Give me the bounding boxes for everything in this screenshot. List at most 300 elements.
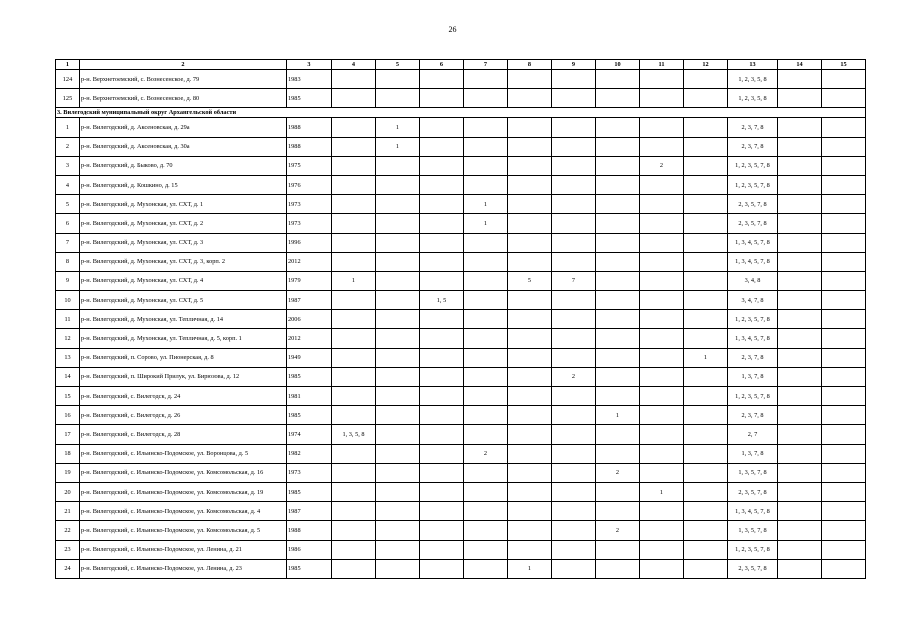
value-cell-6 (420, 233, 464, 252)
value-cell-4 (332, 70, 376, 89)
value-cell-15 (822, 348, 866, 367)
value-cell-7 (464, 175, 508, 194)
value-cell-4 (332, 156, 376, 175)
table-row (56, 540, 866, 559)
column-header-3: 3 (287, 60, 332, 70)
row-number-cell: 6 (56, 214, 80, 233)
value-cell-8 (508, 540, 552, 559)
column-header-9: 9 (552, 60, 596, 70)
year-cell: 1974 (287, 425, 332, 444)
address-cell: р-н. Вилегодский, д. Мухонская, ул. СХТ, д. 3, корп. 2 (80, 252, 287, 271)
table-row (56, 252, 866, 271)
value-cell-5 (376, 521, 420, 540)
value-cell-4: 1 (332, 271, 376, 290)
value-cell-6 (420, 137, 464, 156)
value-cell-10: 2 (596, 521, 640, 540)
value-cell-6 (420, 521, 464, 540)
address-cell: р-н. Вилегодский, д. Мухонская, ул. СХТ, д. 1 (80, 195, 287, 214)
value-cell-8 (508, 329, 552, 348)
value-cell-8 (508, 502, 552, 521)
value-cell-5 (376, 175, 420, 194)
value-cell-8 (508, 348, 552, 367)
year-cell: 2012 (287, 329, 332, 348)
address-cell: р-н. Вилегодский, с. Ильинско-Подомское, ул. Комсомольская, д. 5 (80, 521, 287, 540)
table-body (56, 70, 866, 579)
value-cell-14 (778, 271, 822, 290)
value-cell-11 (640, 271, 684, 290)
column-header-10: 10 (596, 60, 640, 70)
table-row (56, 214, 866, 233)
value-cell-4 (332, 387, 376, 406)
value-cell-9 (552, 252, 596, 271)
value-cell-4 (332, 406, 376, 425)
row-number-cell: 23 (56, 540, 80, 559)
year-cell: 1985 (287, 406, 332, 425)
value-cell-6 (420, 214, 464, 233)
value-cell-11 (640, 233, 684, 252)
value-cell-5 (376, 195, 420, 214)
value-cell-15 (822, 559, 866, 578)
value-cell-7 (464, 406, 508, 425)
value-cell-14 (778, 214, 822, 233)
value-cell-12 (684, 329, 728, 348)
value-cell-14 (778, 444, 822, 463)
column-header-13: 13 (728, 60, 778, 70)
table-row (56, 89, 866, 108)
value-cell-9 (552, 118, 596, 137)
value-cell-7 (464, 367, 508, 386)
value-cell-15 (822, 540, 866, 559)
value-cell-9 (552, 482, 596, 501)
value-cell-12 (684, 406, 728, 425)
value-cell-6 (420, 367, 464, 386)
value-cell-7 (464, 233, 508, 252)
value-cell-5 (376, 444, 420, 463)
table-row (56, 425, 866, 444)
year-cell: 1973 (287, 195, 332, 214)
value-cell-11 (640, 425, 684, 444)
year-cell: 1988 (287, 137, 332, 156)
table-row (56, 559, 866, 578)
column-header-7: 7 (464, 60, 508, 70)
value-cell-5 (376, 540, 420, 559)
value-cell-11 (640, 310, 684, 329)
row-number-cell: 9 (56, 271, 80, 290)
value-cell-10 (596, 540, 640, 559)
table-row (56, 502, 866, 521)
value-cell-9 (552, 406, 596, 425)
value-cell-13: 1, 2, 3, 5, 7, 8 (728, 540, 778, 559)
row-number-cell: 11 (56, 310, 80, 329)
row-number-cell: 22 (56, 521, 80, 540)
value-cell-8 (508, 406, 552, 425)
value-cell-13: 1, 3, 4, 5, 7, 8 (728, 233, 778, 252)
value-cell-13: 2, 3, 5, 7, 8 (728, 559, 778, 578)
value-cell-12 (684, 156, 728, 175)
value-cell-13: 1, 3, 4, 5, 7, 8 (728, 252, 778, 271)
row-number-cell: 15 (56, 387, 80, 406)
value-cell-11: 1 (640, 482, 684, 501)
row-number-cell: 5 (56, 195, 80, 214)
value-cell-6 (420, 156, 464, 175)
value-cell-8 (508, 310, 552, 329)
value-cell-5 (376, 367, 420, 386)
value-cell-7 (464, 482, 508, 501)
value-cell-12: 1 (684, 348, 728, 367)
value-cell-14 (778, 367, 822, 386)
value-cell-5 (376, 271, 420, 290)
year-cell: 1981 (287, 387, 332, 406)
table-row (56, 387, 866, 406)
year-cell: 1985 (287, 367, 332, 386)
address-cell: р-н. Вилегодский, с. Вилегодск, д. 28 (80, 425, 287, 444)
address-cell: р-н. Вилегодский, с. Вилегодск, д. 24 (80, 387, 287, 406)
year-cell: 1983 (287, 70, 332, 89)
value-cell-11 (640, 387, 684, 406)
housing-register-table (55, 59, 866, 579)
value-cell-13: 2, 3, 7, 8 (728, 118, 778, 137)
value-cell-11 (640, 70, 684, 89)
value-cell-5: 1 (376, 118, 420, 137)
value-cell-10 (596, 425, 640, 444)
value-cell-9 (552, 502, 596, 521)
value-cell-15 (822, 387, 866, 406)
row-number-cell: 8 (56, 252, 80, 271)
table-row (56, 291, 866, 310)
value-cell-6 (420, 310, 464, 329)
value-cell-6 (420, 387, 464, 406)
value-cell-6 (420, 406, 464, 425)
table-row (56, 70, 866, 89)
value-cell-4 (332, 214, 376, 233)
address-cell: р-н. Вилегодский, д. Мухонская, ул. Тепличная, д. 14 (80, 310, 287, 329)
value-cell-9 (552, 329, 596, 348)
value-cell-7 (464, 271, 508, 290)
value-cell-6 (420, 425, 464, 444)
value-cell-4 (332, 291, 376, 310)
value-cell-11 (640, 502, 684, 521)
table-row (56, 137, 866, 156)
value-cell-4 (332, 559, 376, 578)
value-cell-10 (596, 387, 640, 406)
value-cell-4 (332, 89, 376, 108)
value-cell-14 (778, 156, 822, 175)
column-header-1: 1 (56, 60, 80, 70)
value-cell-9 (552, 463, 596, 482)
value-cell-5 (376, 406, 420, 425)
value-cell-7 (464, 137, 508, 156)
value-cell-6 (420, 482, 464, 501)
table-row (56, 463, 866, 482)
value-cell-13: 1, 2, 3, 5, 8 (728, 70, 778, 89)
value-cell-4 (332, 348, 376, 367)
row-number-cell: 13 (56, 348, 80, 367)
value-cell-15 (822, 521, 866, 540)
value-cell-11 (640, 444, 684, 463)
value-cell-5 (376, 387, 420, 406)
value-cell-7 (464, 463, 508, 482)
value-cell-7 (464, 291, 508, 310)
value-cell-5 (376, 482, 420, 501)
value-cell-7: 1 (464, 214, 508, 233)
value-cell-7 (464, 118, 508, 137)
value-cell-7: 1 (464, 195, 508, 214)
address-cell: р-н. Вилегодский, д. Аксеновская, д. 29а (80, 118, 287, 137)
table-row (56, 195, 866, 214)
address-cell: р-н. Вилегодский, с. Ильинско-Подомское, ул. Комсомольская, д. 4 (80, 502, 287, 521)
value-cell-10 (596, 118, 640, 137)
table-row (56, 521, 866, 540)
value-cell-15 (822, 252, 866, 271)
value-cell-6 (420, 463, 464, 482)
value-cell-7 (464, 70, 508, 89)
value-cell-11 (640, 137, 684, 156)
value-cell-15 (822, 118, 866, 137)
value-cell-10 (596, 233, 640, 252)
value-cell-9 (552, 540, 596, 559)
value-cell-12 (684, 425, 728, 444)
value-cell-7 (464, 502, 508, 521)
address-cell: р-н. Верхнетоемский, с. Вознесенское, д. 79 (80, 70, 287, 89)
value-cell-7 (464, 521, 508, 540)
value-cell-10 (596, 156, 640, 175)
address-cell: р-н. Вилегодский, п. Сорово, ул. Пионерская, д. 8 (80, 348, 287, 367)
value-cell-10 (596, 214, 640, 233)
year-cell: 1973 (287, 214, 332, 233)
value-cell-6 (420, 118, 464, 137)
value-cell-13: 1, 2, 3, 5, 7, 8 (728, 156, 778, 175)
value-cell-14 (778, 406, 822, 425)
value-cell-12 (684, 502, 728, 521)
value-cell-12 (684, 233, 728, 252)
value-cell-5 (376, 70, 420, 89)
value-cell-6 (420, 348, 464, 367)
value-cell-9: 2 (552, 367, 596, 386)
row-number-cell: 10 (56, 291, 80, 310)
row-number-cell: 19 (56, 463, 80, 482)
row-number-cell: 16 (56, 406, 80, 425)
year-cell: 2006 (287, 310, 332, 329)
value-cell-11 (640, 367, 684, 386)
column-header-12: 12 (684, 60, 728, 70)
column-header-11: 11 (640, 60, 684, 70)
table-row (56, 482, 866, 501)
value-cell-11 (640, 463, 684, 482)
section-title: 3. Вилегодский муниципальный округ Архангельской области (56, 108, 866, 118)
value-cell-4 (332, 252, 376, 271)
year-cell: 1996 (287, 233, 332, 252)
address-cell: р-н. Вилегодский, д. Мухонская, ул. СХТ, д. 3 (80, 233, 287, 252)
row-number-cell: 21 (56, 502, 80, 521)
value-cell-7 (464, 329, 508, 348)
value-cell-15 (822, 233, 866, 252)
value-cell-15 (822, 444, 866, 463)
value-cell-15 (822, 195, 866, 214)
value-cell-8 (508, 291, 552, 310)
year-cell: 1982 (287, 444, 332, 463)
value-cell-12 (684, 387, 728, 406)
address-cell: р-н. Вилегодский, д. Аксеновская, д. 30а (80, 137, 287, 156)
value-cell-15 (822, 406, 866, 425)
value-cell-6 (420, 195, 464, 214)
value-cell-10 (596, 195, 640, 214)
address-cell: р-н. Вилегодский, п. Широкий Прилук, ул. Бирюзова, д. 12 (80, 367, 287, 386)
value-cell-14 (778, 329, 822, 348)
value-cell-13: 1, 3, 7, 8 (728, 367, 778, 386)
value-cell-13: 1, 2, 3, 5, 7, 8 (728, 175, 778, 194)
value-cell-13: 3, 4, 7, 8 (728, 291, 778, 310)
value-cell-14 (778, 482, 822, 501)
value-cell-10 (596, 291, 640, 310)
value-cell-9 (552, 291, 596, 310)
value-cell-5 (376, 559, 420, 578)
value-cell-4 (332, 521, 376, 540)
value-cell-14 (778, 387, 822, 406)
value-cell-7 (464, 156, 508, 175)
value-cell-15 (822, 70, 866, 89)
row-number-cell: 4 (56, 175, 80, 194)
value-cell-5 (376, 425, 420, 444)
address-cell: р-н. Вилегодский, с. Ильинско-Подомское, ул. Ленина, д. 23 (80, 559, 287, 578)
year-cell: 1985 (287, 482, 332, 501)
value-cell-7 (464, 540, 508, 559)
value-cell-4 (332, 502, 376, 521)
value-cell-10 (596, 482, 640, 501)
value-cell-6 (420, 271, 464, 290)
value-cell-14 (778, 502, 822, 521)
value-cell-5 (376, 252, 420, 271)
column-number-row (56, 60, 866, 70)
value-cell-5 (376, 329, 420, 348)
value-cell-9 (552, 387, 596, 406)
value-cell-10 (596, 137, 640, 156)
column-header-2: 2 (80, 60, 287, 70)
value-cell-4 (332, 367, 376, 386)
value-cell-4 (332, 137, 376, 156)
value-cell-4 (332, 310, 376, 329)
value-cell-12 (684, 367, 728, 386)
row-number-cell: 17 (56, 425, 80, 444)
year-cell: 1979 (287, 271, 332, 290)
value-cell-5 (376, 310, 420, 329)
value-cell-8 (508, 252, 552, 271)
value-cell-6 (420, 502, 464, 521)
column-header-8: 8 (508, 60, 552, 70)
value-cell-9 (552, 175, 596, 194)
value-cell-10 (596, 271, 640, 290)
value-cell-10 (596, 444, 640, 463)
value-cell-12 (684, 521, 728, 540)
value-cell-15 (822, 367, 866, 386)
table-row (56, 367, 866, 386)
value-cell-15 (822, 463, 866, 482)
value-cell-13: 2, 3, 5, 7, 8 (728, 195, 778, 214)
value-cell-8: 1 (508, 559, 552, 578)
year-cell: 1985 (287, 559, 332, 578)
value-cell-12 (684, 89, 728, 108)
value-cell-15 (822, 271, 866, 290)
row-number-cell: 24 (56, 559, 80, 578)
year-cell: 1975 (287, 156, 332, 175)
value-cell-5 (376, 502, 420, 521)
value-cell-4 (332, 118, 376, 137)
table-row (56, 175, 866, 194)
address-cell: р-н. Вилегодский, д. Мухонская, ул. Тепличная, д. 5, корп. 1 (80, 329, 287, 348)
value-cell-13: 1, 3, 5, 7, 8 (728, 521, 778, 540)
value-cell-10 (596, 252, 640, 271)
value-cell-6 (420, 329, 464, 348)
value-cell-8 (508, 387, 552, 406)
value-cell-13: 1, 2, 3, 5, 8 (728, 89, 778, 108)
value-cell-14 (778, 463, 822, 482)
value-cell-7: 2 (464, 444, 508, 463)
value-cell-14 (778, 252, 822, 271)
value-cell-15 (822, 214, 866, 233)
address-cell: р-н. Вилегодский, д. Мухонская, ул. СХТ, д. 4 (80, 271, 287, 290)
value-cell-14 (778, 89, 822, 108)
value-cell-11 (640, 89, 684, 108)
value-cell-8 (508, 137, 552, 156)
value-cell-14 (778, 310, 822, 329)
value-cell-15 (822, 310, 866, 329)
value-cell-14 (778, 175, 822, 194)
value-cell-7 (464, 89, 508, 108)
row-number-cell: 14 (56, 367, 80, 386)
value-cell-7 (464, 425, 508, 444)
value-cell-14 (778, 291, 822, 310)
table-row (56, 406, 866, 425)
section-row (56, 108, 866, 118)
address-cell: р-н. Вилегодский, с. Ильинско-Подомское, ул. Комсомольская, д. 16 (80, 463, 287, 482)
value-cell-14 (778, 195, 822, 214)
value-cell-15 (822, 502, 866, 521)
address-cell: р-н. Вилегодский, д. Мухонская, ул. СХТ, д. 5 (80, 291, 287, 310)
value-cell-11 (640, 118, 684, 137)
value-cell-12 (684, 463, 728, 482)
value-cell-9 (552, 425, 596, 444)
value-cell-8 (508, 214, 552, 233)
value-cell-9 (552, 214, 596, 233)
value-cell-12 (684, 310, 728, 329)
address-cell: р-н. Вилегодский, д. Быково, д. 70 (80, 156, 287, 175)
value-cell-8 (508, 233, 552, 252)
value-cell-6 (420, 89, 464, 108)
value-cell-13: 1, 3, 4, 5, 7, 8 (728, 502, 778, 521)
table-row (56, 156, 866, 175)
table-row (56, 118, 866, 137)
value-cell-9 (552, 70, 596, 89)
year-cell: 1985 (287, 89, 332, 108)
address-cell: р-н. Вилегодский, с. Ильинско-Подомское, ул. Воронцова, д. 5 (80, 444, 287, 463)
value-cell-15 (822, 89, 866, 108)
value-cell-11 (640, 406, 684, 425)
year-cell: 1986 (287, 540, 332, 559)
value-cell-12 (684, 195, 728, 214)
value-cell-10 (596, 89, 640, 108)
value-cell-14 (778, 137, 822, 156)
value-cell-4 (332, 329, 376, 348)
value-cell-15 (822, 482, 866, 501)
value-cell-14 (778, 559, 822, 578)
value-cell-4 (332, 195, 376, 214)
row-number-cell: 20 (56, 482, 80, 501)
value-cell-10: 2 (596, 463, 640, 482)
year-cell: 1949 (287, 348, 332, 367)
value-cell-10 (596, 559, 640, 578)
year-cell: 1987 (287, 291, 332, 310)
table-row (56, 271, 866, 290)
value-cell-8 (508, 463, 552, 482)
